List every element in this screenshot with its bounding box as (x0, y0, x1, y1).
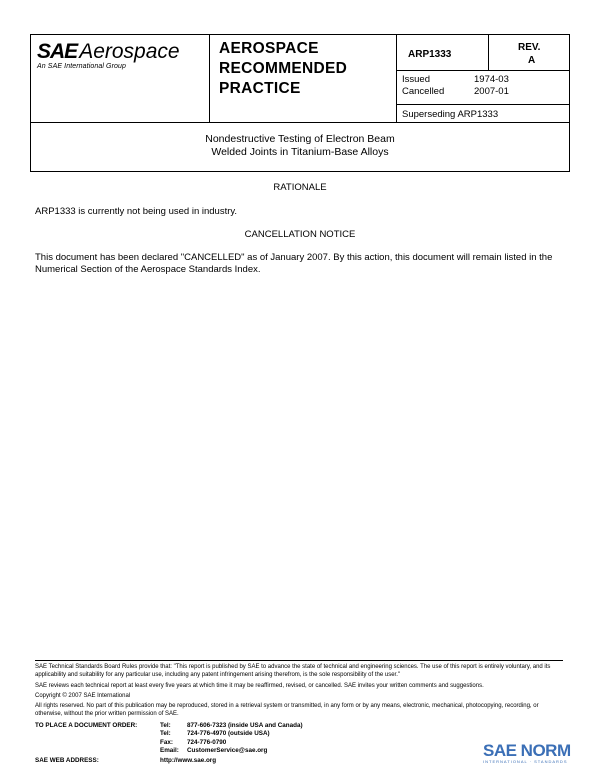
cancelled-label: Cancelled (402, 86, 445, 97)
contact-label: Fax: (160, 739, 173, 746)
superseding-note: Superseding ARP1333 (402, 109, 499, 120)
watermark-text: SAE NORM (483, 741, 571, 760)
web-label: SAE WEB ADDRESS: (35, 757, 99, 764)
email-link[interactable]: CustomerService@sae.org (187, 747, 268, 754)
contact-value: 877-606-7323 (inside USA and Canada) (187, 722, 303, 729)
web-link[interactable]: http://www.sae.org (160, 757, 217, 764)
issued-label: Issued (402, 74, 430, 85)
rationale-text: ARP1333 is currently not being used in industry. (35, 206, 238, 217)
issued-value: 1974-03 (474, 74, 509, 85)
document-type (219, 39, 347, 99)
contact-label: Tel: (160, 730, 171, 737)
review-text: SAE reviews each technical report at least every five years at which time it may be reaffirmed, revised, or cancelled. SAE invites your written comments and suggestions. (35, 683, 484, 689)
logo-sae: SAE (37, 40, 78, 63)
rights-text: All rights reserved. No part of this publication may be reproduced, stored in a retrieval system or transmitted, in any form or by any means, electronic, mechanical, photocopying, recording, or otherwise, without the prior written permission of SAE. (35, 703, 539, 717)
cancellation-heading: CANCELLATION NOTICE (244, 229, 356, 240)
header-divider (396, 34, 397, 123)
doc-type-line: PRACTICE (219, 80, 301, 97)
header-divider (396, 104, 570, 105)
doc-type-line: AEROSPACE (219, 40, 319, 57)
document-title-line: Welded Joints in Titanium-Base Alloys (211, 146, 389, 158)
logo-aerospace: Aerospace (79, 40, 180, 63)
copyright: Copyright © 2007 SAE International (35, 693, 131, 699)
watermark-subtext: INTERNATIONAL · STANDARDS (483, 759, 568, 764)
cancelled-value: 2007-01 (474, 86, 509, 97)
contact-label: Tel: (160, 722, 171, 729)
sae-aerospace-logo (37, 41, 180, 70)
header-divider (488, 34, 489, 70)
logo-tagline: An SAE International Group (37, 63, 126, 70)
cancellation-text: This document has been declared "CANCELLED" as of January 2007. By this action, this document will remain listed in the Numerical Section of the Aerospace Standards Index. (35, 252, 553, 275)
contact-value: 724-776-0790 (187, 739, 227, 746)
order-label: TO PLACE A DOCUMENT ORDER: (35, 722, 138, 729)
board-rules-text: SAE Technical Standards Board Rules provide that: "This report is published by SAE to advance the state of technical and engineering sciences. The use of this report is entirely voluntary, and its applicability and suitability for any particular use, including any patent infringement arising therefrom, is the sole responsibility of the user." (35, 664, 551, 678)
revision-value: A (528, 55, 536, 66)
header-divider (396, 70, 570, 71)
footer-rule (35, 660, 563, 661)
doc-type-line: RECOMMENDED (219, 60, 348, 77)
contact-label: Email: (160, 747, 179, 754)
header-divider (209, 34, 210, 123)
document-number: ARP1333 (408, 49, 452, 60)
document-title-line: Nondestructive Testing of Electron Beam (205, 133, 395, 145)
contact-value: 724-776-4970 (outside USA) (187, 730, 270, 737)
revision-label: REV. (518, 42, 541, 53)
rationale-heading: RATIONALE (273, 182, 327, 193)
sae-norm-watermark (483, 741, 571, 764)
